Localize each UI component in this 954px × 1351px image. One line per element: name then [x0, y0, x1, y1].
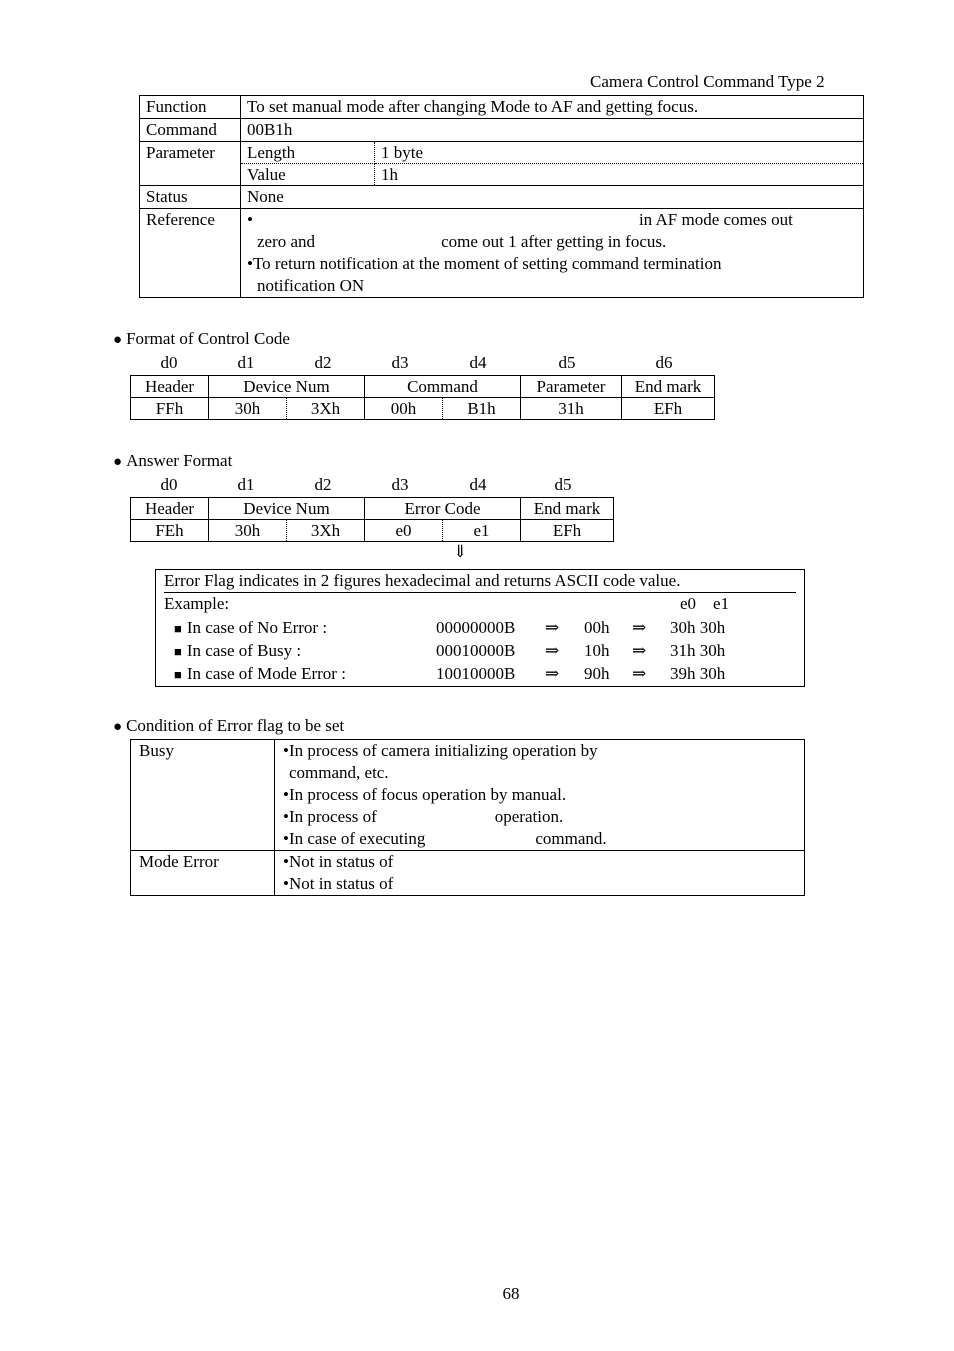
- busy-row: [131, 740, 805, 851]
- value-label: Value: [241, 164, 375, 186]
- reference-row: [140, 209, 864, 298]
- status-label: Status: [140, 186, 241, 209]
- function-row: [140, 96, 864, 119]
- bullet-icon: ●: [113, 454, 123, 470]
- answer-format-heading: ● Answer Format: [113, 451, 233, 470]
- example-label: Example:: [164, 594, 230, 613]
- control-code-heading: ● Format of Control Code: [113, 329, 290, 348]
- error-row-label: ■ In case of Busy :: [174, 641, 302, 660]
- condition-heading: ● Condition of Error flag to be set: [113, 716, 345, 735]
- mode-error-row: [131, 851, 805, 896]
- right-arrow-icon: ⇒: [545, 641, 560, 660]
- right-arrow-icon: ⇒: [632, 641, 647, 660]
- right-arrow-icon: ⇒: [545, 618, 560, 637]
- answer-format-table: Header Device Num Error Code End mark FEh 30h 3Xh e0 e1 EFh: [130, 497, 614, 542]
- command-spec-table: [139, 95, 864, 298]
- square-bullet-icon: ■: [174, 644, 182, 659]
- control-code-table: Header Device Num Command Parameter End mark FFh 30h 3Xh 00h B1h 31h EFh: [130, 375, 715, 420]
- length-value: 1 byte: [375, 142, 864, 164]
- error-row-label: ■ In case of No Error :: [174, 618, 328, 637]
- parameter-row: [140, 142, 864, 186]
- down-arrow-icon: ⇓: [453, 542, 468, 561]
- right-arrow-icon: ⇒: [545, 664, 560, 683]
- command-label: Command: [140, 119, 241, 142]
- reference-label: Reference: [140, 209, 241, 298]
- length-label: Length: [241, 142, 375, 164]
- error-flag-title: Error Flag indicates in 2 figures hexadecimal and returns ASCII code value.: [164, 570, 796, 593]
- function-label: Function: [140, 96, 241, 119]
- example-columns: e0 e1: [680, 594, 730, 613]
- right-arrow-icon: ⇒: [632, 664, 647, 683]
- command-value: 00B1h: [241, 119, 864, 142]
- square-bullet-icon: ■: [174, 667, 182, 682]
- status-value: None: [241, 186, 864, 209]
- page-header: Camera Control Command Type 2: [590, 72, 825, 91]
- error-flag-box: Error Flag indicates in 2 figures hexadecimal and returns ASCII code value. Example: e0 e1 ■ In case of No Error : 00000000B ⇒ 00h ⇒ 30h 30h ■ In case of Busy : 00010000B ⇒ 10h ⇒ 31h 30h ■ In case of Mode Error : 10010000B ⇒ 90h ⇒ 39h 30h: [155, 569, 805, 687]
- busy-label: Busy: [131, 740, 275, 851]
- mode-error-label: Mode Error: [131, 851, 275, 896]
- function-value: To set manual mode after changing Mode to AF and getting focus.: [241, 96, 864, 119]
- square-bullet-icon: ■: [174, 621, 182, 636]
- value-value: 1h: [381, 165, 398, 184]
- parameter-label: Parameter: [140, 142, 241, 186]
- mode-error-conditions: •Not in status of •Not in status of: [275, 851, 805, 896]
- bullet-icon: ●: [113, 719, 123, 735]
- reference-value: • in AF mode comes out zero and come out 1 after getting in focus. •To return notification at the moment of setting command termination notification ON: [241, 209, 864, 298]
- busy-conditions: •In process of camera initializing operation by command, etc. •In process of focus operation by manual. •In process of operation. •In case of executing command.: [275, 740, 805, 851]
- parameter-subtable: [241, 142, 863, 185]
- error-row-label: ■ In case of Mode Error :: [174, 664, 346, 683]
- condition-table: [130, 739, 805, 896]
- command-row: [140, 119, 864, 142]
- bullet-icon: ●: [113, 332, 123, 348]
- status-row: [140, 186, 864, 209]
- right-arrow-icon: ⇒: [632, 618, 647, 637]
- page-number: 68: [502, 1284, 520, 1303]
